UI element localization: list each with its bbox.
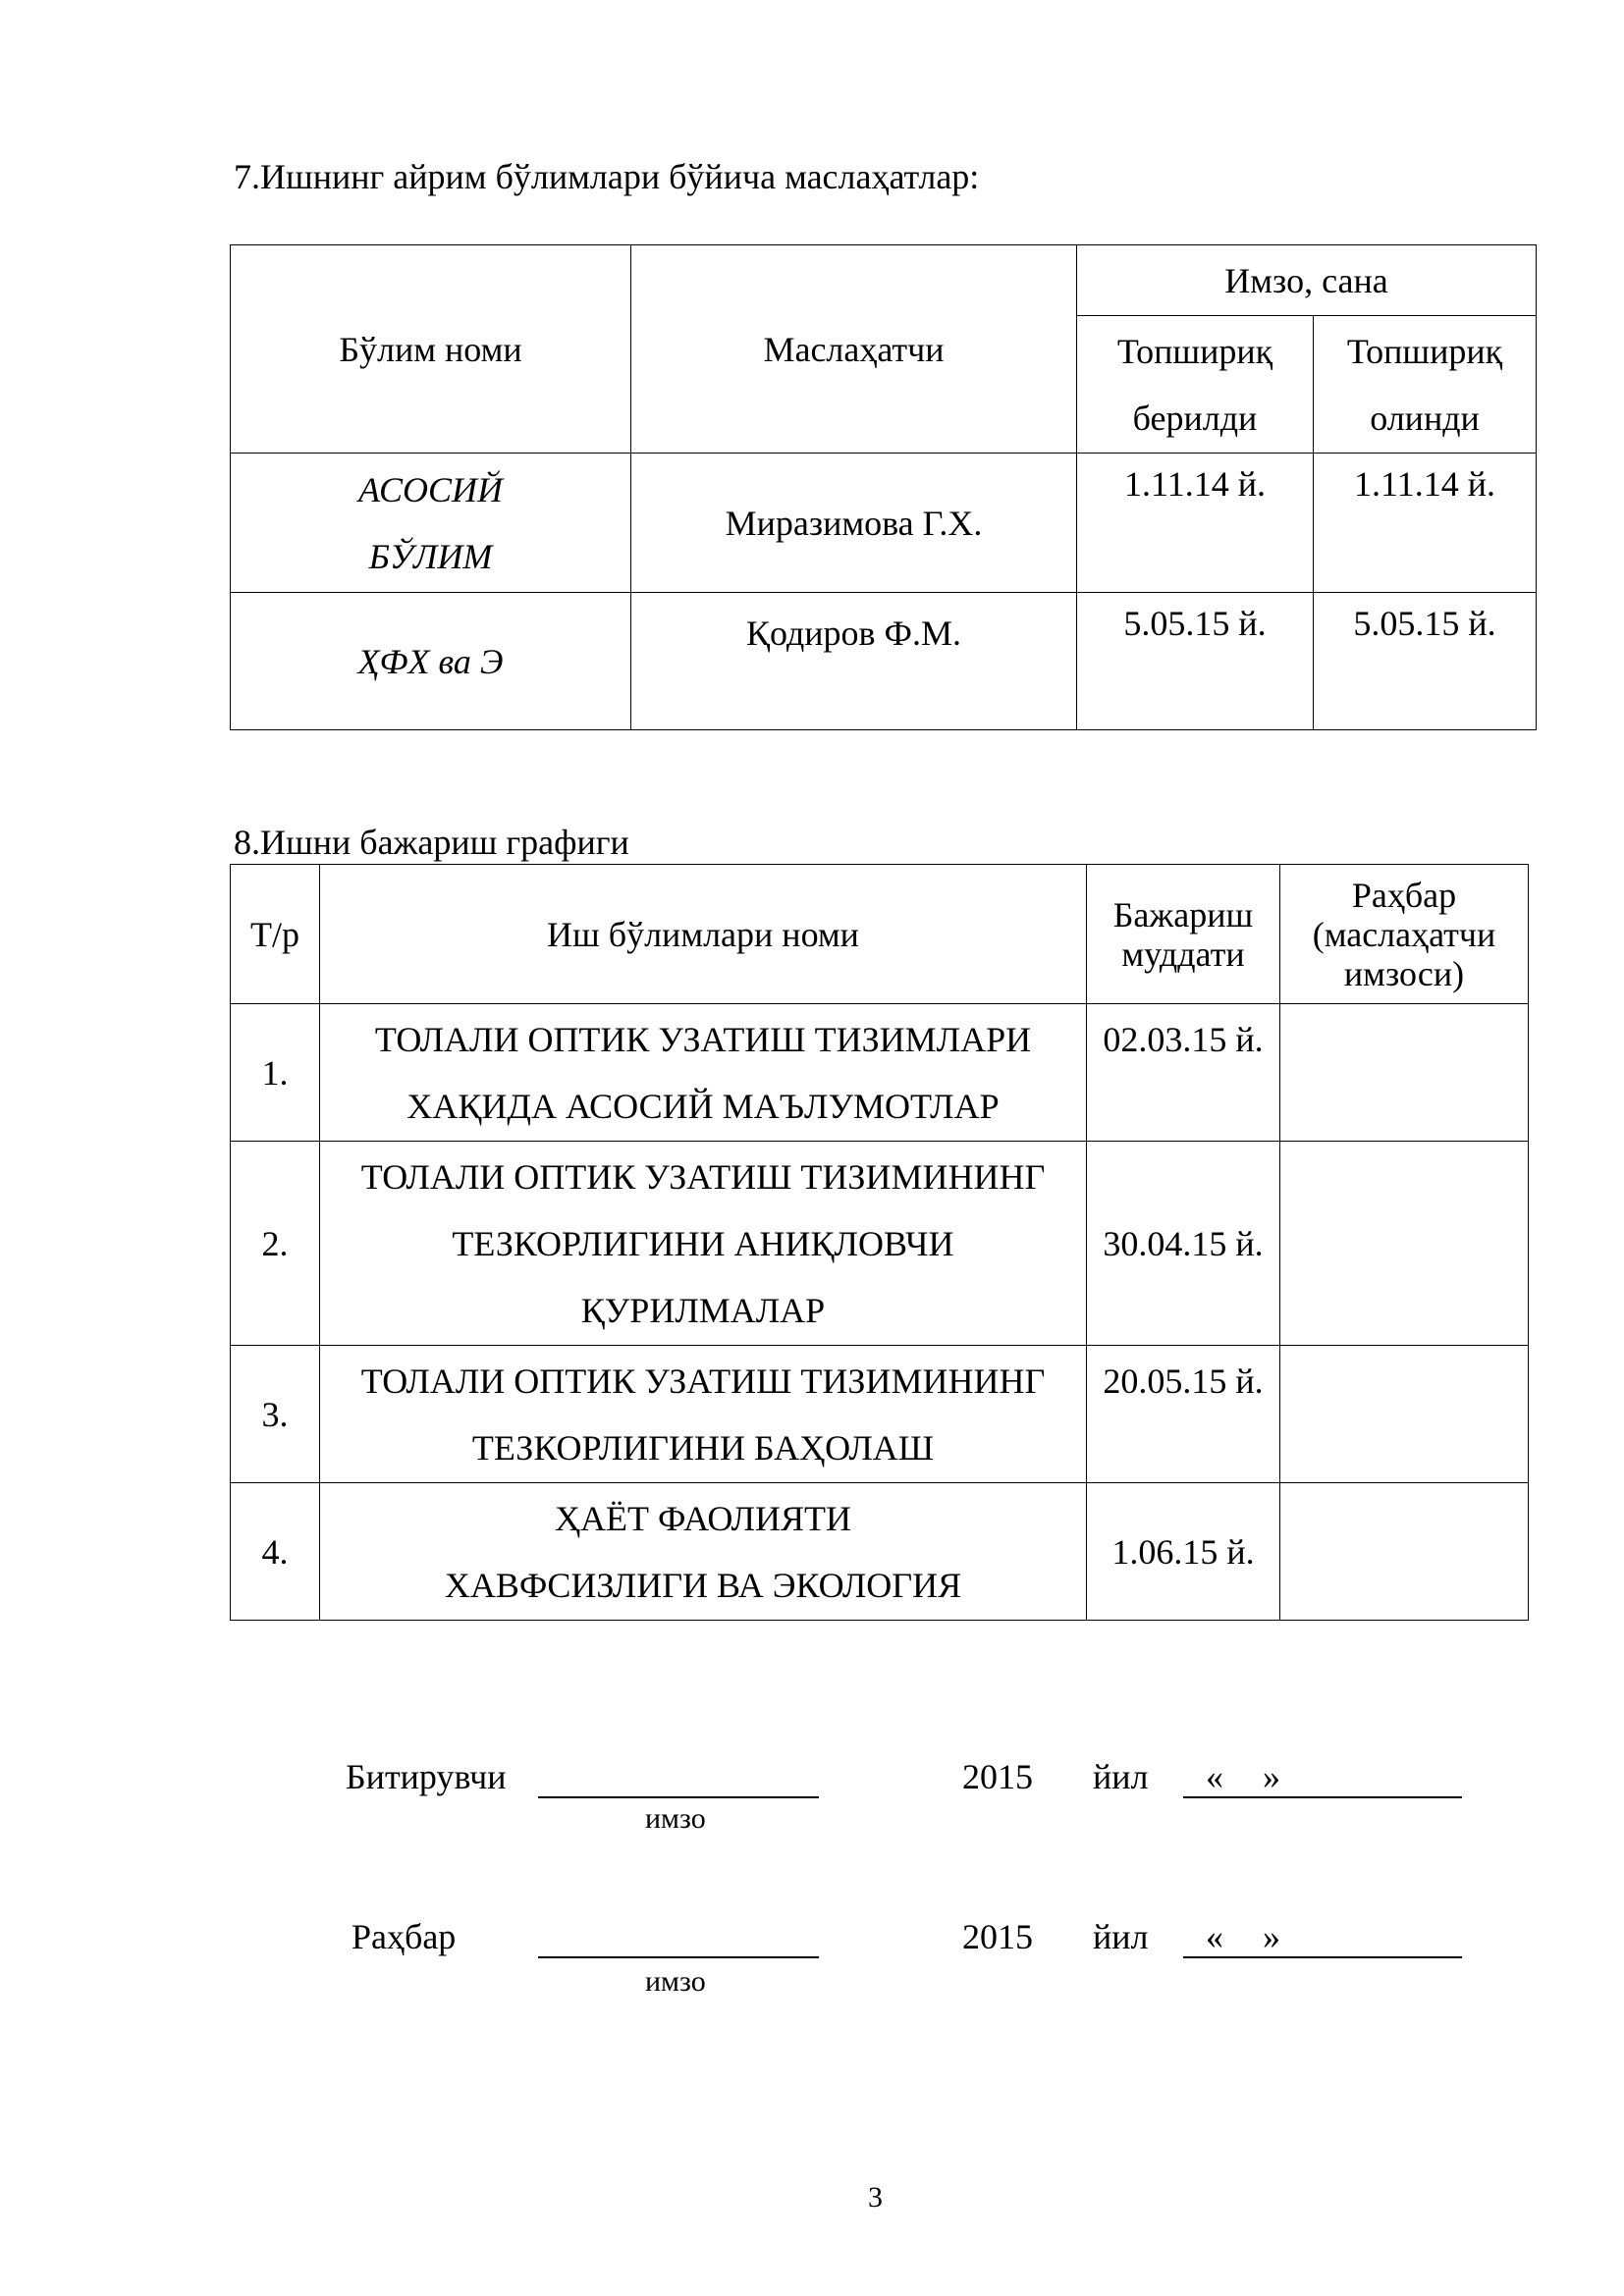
row1-received: 1.11.14 й. — [1314, 454, 1537, 593]
row-title-line: ТОЛАЛИ ОПТИК УЗАТИШ ТИЗИМИНИНГ — [360, 1361, 1046, 1401]
row-title-line: ХАВФСИЗЛИГИ ВА ЭКОЛОГИЯ — [444, 1565, 962, 1605]
header-supervisor-line3: имзоси) — [1343, 953, 1465, 993]
section8-heading: 8.Ишни бажариш графиги — [234, 823, 629, 862]
header-task-given-line1: Топшириқ — [1116, 331, 1273, 371]
header-consultant: Маслаҳатчи — [631, 245, 1077, 454]
row-title — [320, 1142, 1087, 1346]
graduate-quote-open: « — [1206, 1757, 1223, 1796]
row2-given: 5.05.15 й. — [1077, 593, 1314, 730]
graduate-quote-close: » — [1263, 1757, 1280, 1796]
table-row — [231, 454, 1537, 593]
section7-heading: 7.Ишнинг айрим бўлимлари бўйича маслаҳатлар: — [234, 157, 980, 196]
row-supervisor-signature — [1280, 1004, 1529, 1142]
graduate-sign-caption: имзо — [645, 1802, 706, 1835]
header-supervisor-line2: (маслаҳатчи — [1312, 914, 1496, 954]
row-title-line: ХАҚИДА АСОСИЙ МАЪЛУМОТЛАР — [406, 1086, 1000, 1126]
table-row — [231, 1346, 1529, 1483]
row-num: 4. — [231, 1483, 320, 1621]
graduate-date-line[interactable] — [1183, 1796, 1462, 1798]
supervisor-date-line[interactable] — [1183, 1956, 1462, 1958]
graduate-year-word: йил — [1093, 1757, 1149, 1796]
page-number: 3 — [868, 2181, 883, 2214]
row-title-line: ҲАЁТ ФАОЛИЯТИ — [555, 1498, 851, 1538]
supervisor-year-word: йил — [1093, 1917, 1149, 1956]
row-title — [320, 1004, 1087, 1142]
header-work-title: Иш бўлимлари номи — [320, 865, 1087, 1004]
row-title — [320, 1483, 1087, 1621]
header-deadline-line2: муддати — [1121, 934, 1245, 974]
row-supervisor-signature — [1280, 1142, 1529, 1346]
row-title-line: ҚУРИЛМАЛАР — [580, 1290, 826, 1330]
header-deadline-line1: Бажариш — [1112, 894, 1254, 934]
header-supervisor — [1280, 865, 1529, 1004]
row-title-line: ТОЛАЛИ ОПТИК УЗАТИШ ТИЗИМЛАРИ — [374, 1019, 1032, 1059]
graduate-signature-line[interactable] — [538, 1796, 819, 1798]
row-num: 3. — [231, 1346, 320, 1483]
table-row — [231, 1004, 1529, 1142]
row-deadline: 30.04.15 й. — [1087, 1142, 1280, 1346]
supervisor-year: 2015 — [962, 1917, 1033, 1956]
row-num: 1. — [231, 1004, 320, 1142]
table-row — [231, 1142, 1529, 1346]
table-row — [231, 1483, 1529, 1621]
row1-section-line1: АСОСИЙ — [357, 469, 504, 509]
consultations-table — [230, 244, 1537, 730]
supervisor-quote-open: « — [1206, 1917, 1223, 1956]
row-supervisor-signature — [1280, 1483, 1529, 1621]
header-signature-date: Имзо, сана — [1077, 245, 1537, 316]
graduate-year: 2015 — [962, 1757, 1033, 1796]
row-title — [320, 1346, 1087, 1483]
row-title-line: ТЕЗКОРЛИГИНИ АНИҚЛОВЧИ — [452, 1223, 954, 1263]
supervisor-sign-caption: имзо — [645, 1965, 706, 1998]
header-num: Т/р — [231, 865, 320, 1004]
row1-given: 1.11.14 й. — [1077, 454, 1314, 593]
header-task-given-line2: берилди — [1132, 398, 1258, 438]
supervisor-signature-line[interactable] — [538, 1956, 819, 1958]
row1-consultant: Миразимова Г.Х. — [631, 454, 1077, 593]
header-task-given — [1077, 316, 1314, 454]
schedule-table — [230, 864, 1529, 1621]
graduate-label: Битирувчи — [346, 1757, 507, 1796]
row-deadline: 02.03.15 й. — [1087, 1004, 1280, 1142]
header-deadline — [1087, 865, 1280, 1004]
row-deadline: 20.05.15 й. — [1087, 1346, 1280, 1483]
row-supervisor-signature — [1280, 1346, 1529, 1483]
supervisor-quote-close: » — [1263, 1917, 1280, 1956]
row1-section — [231, 454, 631, 593]
row2-received: 5.05.15 й. — [1314, 593, 1537, 730]
row-num: 2. — [231, 1142, 320, 1346]
row-deadline: 1.06.15 й. — [1087, 1483, 1280, 1621]
row2-consultant: Қодиров Ф.М. — [631, 593, 1077, 730]
header-task-received-line2: олинди — [1370, 398, 1480, 438]
table-row — [231, 593, 1537, 730]
row2-section: ҲФХ ва Э — [231, 593, 631, 730]
row1-section-line2: БЎЛИМ — [368, 536, 493, 576]
row-title-line: ТЕЗКОРЛИГИНИ БАҲОЛАШ — [471, 1427, 935, 1468]
row-title-line: ТОЛАЛИ ОПТИК УЗАТИШ ТИЗИМИНИНГ — [360, 1156, 1046, 1197]
header-task-received-line1: Топшириқ — [1346, 331, 1503, 371]
header-section-name: Бўлим номи — [231, 245, 631, 454]
header-task-received — [1314, 316, 1537, 454]
supervisor-label: Раҳбар — [352, 1917, 457, 1956]
header-supervisor-line1: Раҳбар — [1351, 875, 1457, 915]
